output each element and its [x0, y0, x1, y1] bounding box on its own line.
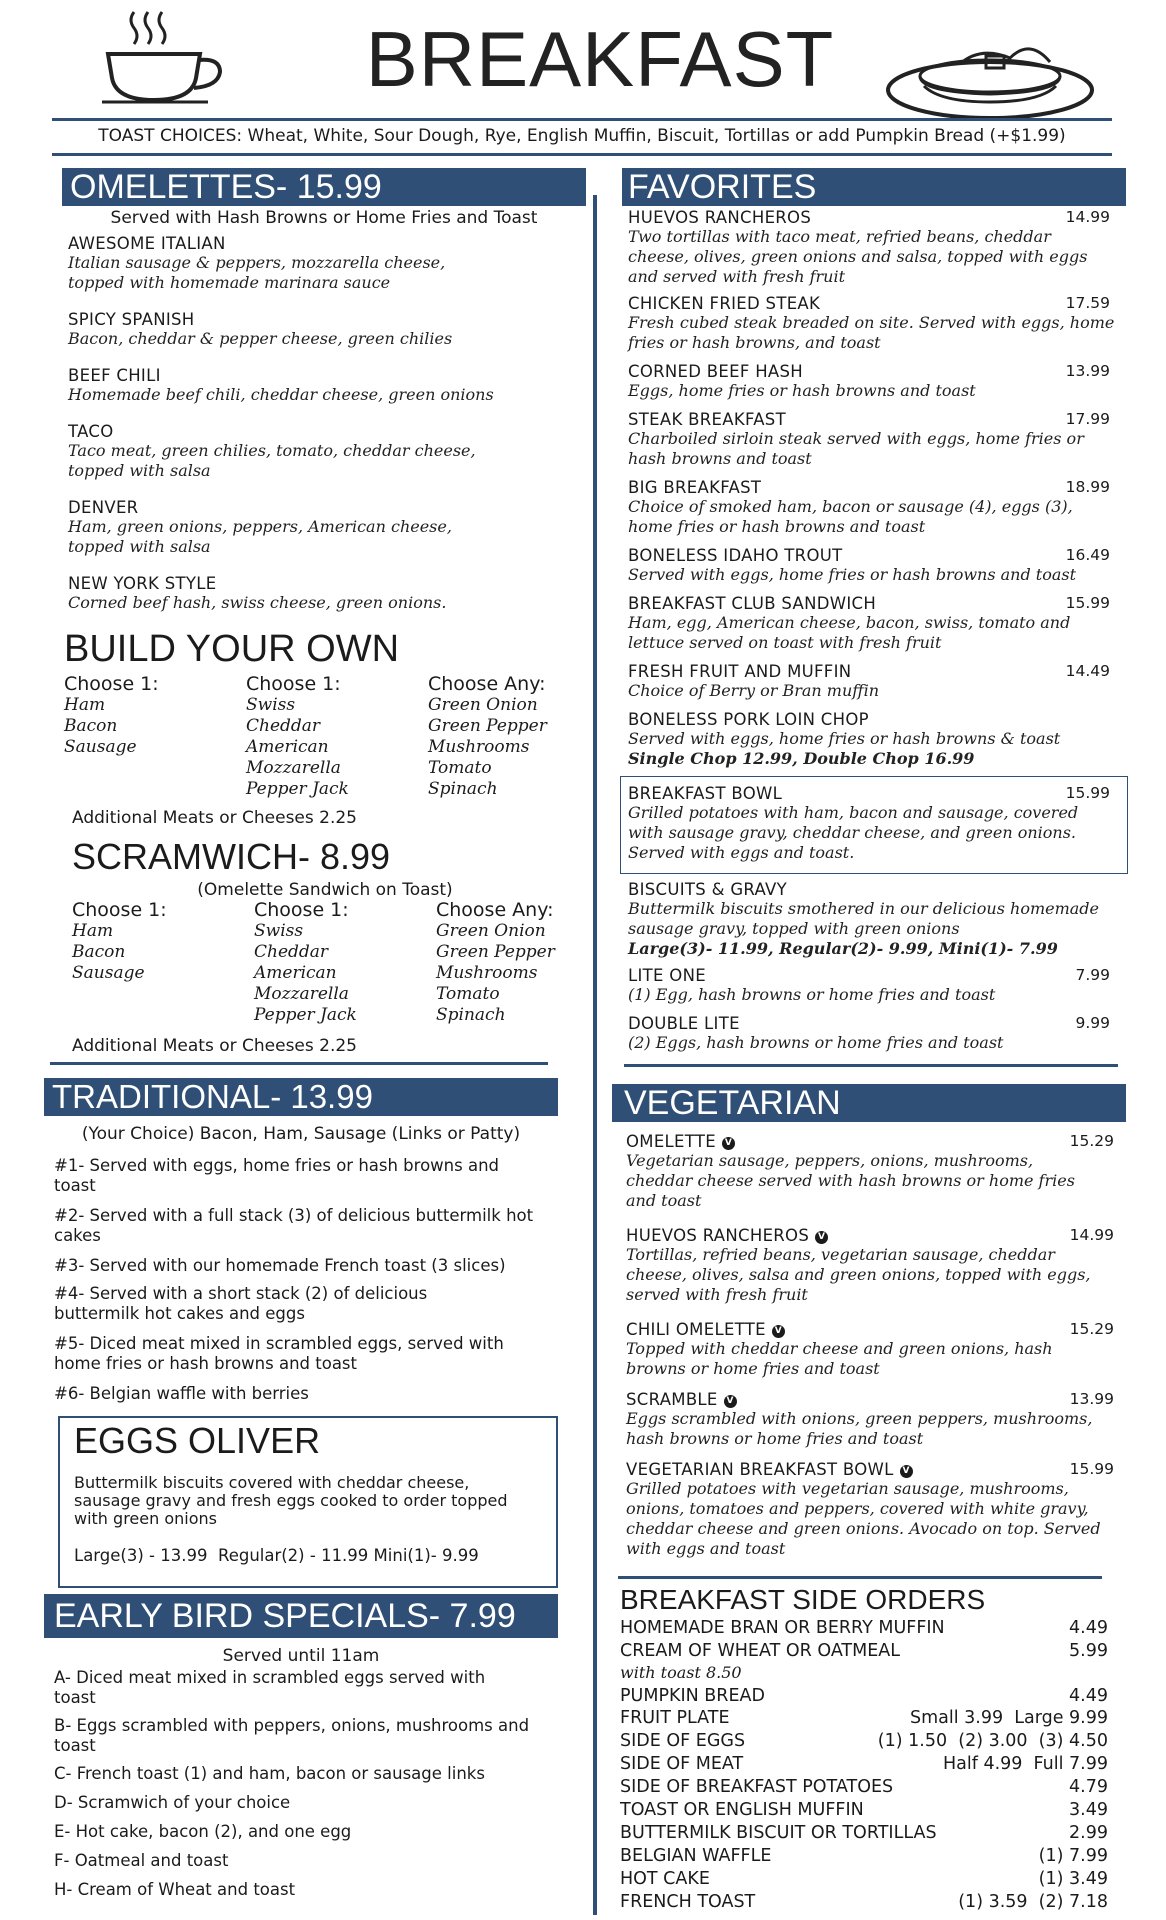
side-item — [620, 1846, 1108, 1868]
omelettes-header-bar — [62, 168, 586, 206]
vegetarian-price: 15.99 — [1069, 1460, 1114, 1478]
traditional-item: #2- Served with a full stack (3) of delicious buttermilk hot cakes — [54, 1206, 534, 1245]
vegetarian-name: SCRAMBLE — [626, 1390, 718, 1409]
vegetarian-badge-icon: V — [724, 1395, 737, 1408]
scramwich-col-heading: Choose 1: — [254, 899, 349, 921]
favorite-desc: Grilled potatoes with ham, bacon and sausage, covered with sausage gravy, cheddar cheese, and green onions. Served with eggs and toast. — [628, 803, 1079, 862]
build-col-veggies — [428, 674, 588, 800]
scramwich-col-heading: Choose Any: — [436, 899, 554, 921]
early-bird-title: EARLY BIRD SPECIALS- 7.99 — [54, 1597, 516, 1635]
favorite-price: 14.49 — [1065, 662, 1110, 680]
favorite-desc: Eggs, home fries or hash browns and toast — [628, 381, 976, 400]
side-price: (1) 3.59 (2) 7.18 — [958, 1892, 1108, 1912]
favorite-desc: Ham, egg, American cheese, bacon, swiss, tomato and lettuce served on toast with fresh fruit — [628, 613, 1071, 652]
vegetarian-price: 13.99 — [1069, 1390, 1114, 1408]
vegetarian-item — [626, 1132, 1116, 1211]
side-item — [620, 1800, 1108, 1822]
favorite-desc: (1) Egg, hash browns or home fries and toast — [628, 985, 996, 1004]
favorite-item — [628, 410, 1124, 469]
favorite-item — [628, 710, 1124, 769]
omelettes-subtitle: Served with Hash Browns or Home Fries and Toast — [110, 208, 538, 228]
omelette-desc: Ham, green onions, peppers, American cheese, topped with salsa — [68, 517, 452, 556]
early-bird-item: E- Hot cake, bacon (2), and one egg — [54, 1822, 352, 1841]
vegetarian-badge-icon: V — [772, 1325, 785, 1338]
vegetarian-item — [626, 1320, 1116, 1379]
side-price: 3.49 — [1069, 1800, 1108, 1820]
side-item — [620, 1641, 1108, 1663]
omelette-name: SPICY SPANISH — [68, 310, 195, 329]
favorites-rule — [624, 1064, 1118, 1067]
omelette-name: AWESOME ITALIAN — [68, 234, 226, 253]
vegetarian-name-row — [626, 1460, 1116, 1479]
favorite-name: BISCUITS & GRAVY — [628, 880, 788, 899]
side-price: 4.49 — [1069, 1618, 1108, 1638]
early-bird-header-bar — [44, 1594, 558, 1638]
favorite-item — [628, 478, 1124, 537]
vegetarian-item — [626, 1390, 1116, 1449]
vegetarian-item — [626, 1460, 1116, 1559]
favorite-item — [628, 784, 1124, 863]
side-item — [620, 1618, 1108, 1640]
omelette-name: BEEF CHILI — [68, 366, 161, 385]
side-name: BUTTERMILK BISCUIT OR TORTILLAS — [620, 1823, 937, 1843]
favorite-name: BIG BREAKFAST — [628, 478, 762, 497]
omelette-item — [68, 422, 568, 481]
omelette-item — [68, 574, 568, 613]
favorite-price: 13.99 — [1065, 362, 1110, 380]
build-col-items: Green Onion Green Pepper Mushrooms Tomato Spinach — [428, 695, 547, 799]
favorite-price: 16.49 — [1065, 546, 1110, 564]
favorites-header-bar — [622, 168, 1126, 206]
pancakes-icon — [880, 18, 1100, 128]
header-rule-top — [52, 118, 1112, 121]
scramwich-col-meats — [72, 900, 242, 984]
favorite-desc: Choice of Berry or Bran muffin — [628, 681, 880, 700]
favorite-item — [628, 362, 1124, 401]
vegetarian-desc: Topped with cheddar cheese and green onions, hash browns or home fries and toast — [626, 1339, 1053, 1378]
favorite-desc: Charboiled sirloin steak served with eggs, home fries or hash browns and toast — [628, 429, 1084, 468]
omelette-desc: Bacon, cheddar & pepper cheese, green chilies — [68, 329, 453, 348]
vegetarian-desc: Grilled potatoes with vegetarian sausage, mushrooms, onions, tomatoes and peppers, covered with white gravy, cheddar cheese and green onions. Avocado on top. Served with eggs and toast — [626, 1479, 1101, 1558]
eggs-oliver-box — [58, 1416, 558, 1588]
eggs-oliver-desc: Buttermilk biscuits covered with cheddar cheese, sausage gravy and fresh eggs cooked to order topped with green onions — [74, 1473, 508, 1528]
early-bird-item: H- Cream of Wheat and toast — [54, 1880, 296, 1899]
omelette-desc: Taco meat, green chilies, tomato, cheddar cheese, topped with salsa — [68, 441, 476, 480]
vegetarian-name: VEGETARIAN BREAKFAST BOWL — [626, 1460, 894, 1479]
omelette-item — [68, 366, 568, 405]
side-price: 4.49 — [1069, 1686, 1108, 1706]
side-price: (1) 3.49 — [1038, 1869, 1108, 1889]
vegetarian-name-row — [626, 1132, 1116, 1151]
vegetarian-badge-icon: V — [900, 1465, 913, 1478]
early-bird-item: C- French toast (1) and ham, bacon or sausage links — [54, 1764, 485, 1783]
build-col-heading: Choose 1: — [64, 673, 159, 695]
side-price: 5.99 — [1069, 1641, 1108, 1661]
scramwich-title: SCRAMWICH- 8.99 — [72, 836, 391, 877]
side-name: SIDE OF EGGS — [620, 1731, 746, 1751]
favorite-price: 15.99 — [1065, 784, 1110, 802]
side-price: Half 4.99 Full 7.99 — [942, 1754, 1108, 1774]
scramwich-col-items: Swiss Cheddar American Mozzarella Pepper Jack — [254, 921, 357, 1025]
build-col-items: Ham Bacon Sausage — [64, 695, 137, 757]
favorite-price: 14.99 — [1065, 208, 1110, 226]
favorite-item — [628, 208, 1124, 287]
favorite-name: CHICKEN FRIED STEAK — [628, 294, 821, 313]
side-item — [620, 1823, 1108, 1845]
favorite-item — [628, 294, 1124, 353]
side-name: HOT CAKE — [620, 1869, 710, 1889]
favorite-desc: (2) Eggs, hash browns or home fries and toast — [628, 1033, 1004, 1052]
column-divider — [593, 195, 597, 1915]
favorite-extra: Single Chop 12.99, Double Chop 16.99 — [628, 749, 975, 768]
favorite-price: 15.99 — [1065, 594, 1110, 612]
side-name: CREAM OF WHEAT OR OATMEAL — [620, 1641, 900, 1661]
side-price: 2.99 — [1069, 1823, 1108, 1843]
side-name: FRENCH TOAST — [620, 1892, 756, 1912]
vegetarian-header-bar — [612, 1084, 1126, 1122]
favorite-name: BREAKFAST CLUB SANDWICH — [628, 594, 877, 613]
vegetarian-price: 15.29 — [1069, 1132, 1114, 1150]
side-name: SIDE OF BREAKFAST POTATOES — [620, 1777, 894, 1797]
build-your-own-title: BUILD YOUR OWN — [64, 628, 400, 670]
favorite-name: DOUBLE LITE — [628, 1014, 740, 1033]
build-note: Additional Meats or Cheeses 2.25 — [72, 808, 357, 828]
favorite-price: 17.99 — [1065, 410, 1110, 428]
favorite-name: FRESH FRUIT AND MUFFIN — [628, 662, 852, 681]
side-item — [620, 1663, 1108, 1685]
early-bird-item: D- Scramwich of your choice — [54, 1793, 291, 1812]
omelettes-title: OMELETTES- 15.99 — [70, 168, 382, 206]
favorite-desc: Buttermilk biscuits smothered in our delicious homemade sausage gravy, topped with green onions — [628, 899, 1100, 938]
favorite-item — [628, 546, 1124, 585]
side-price: Small 3.99 Large 9.99 — [909, 1708, 1108, 1728]
favorite-desc: Choice of smoked ham, bacon or sausage (4), eggs (3), home fries or hash browns and toast — [628, 497, 1073, 536]
favorite-item — [628, 1014, 1124, 1053]
side-name: PUMPKIN BREAD — [620, 1686, 765, 1706]
favorite-name: BREAKFAST BOWL — [628, 784, 783, 803]
omelette-name: DENVER — [68, 498, 139, 517]
side-name: with toast 8.50 — [620, 1663, 742, 1682]
build-col-heading: Choose 1: — [246, 673, 341, 695]
favorite-name: BONELESS IDAHO TROUT — [628, 546, 843, 565]
favorite-extra: Large(3)- 11.99, Regular(2)- 9.99, Mini(1)- 7.99 — [628, 939, 1058, 958]
vegetarian-title: VEGETARIAN — [624, 1084, 841, 1122]
scramwich-rule — [50, 1062, 548, 1065]
favorite-price: 7.99 — [1075, 966, 1110, 984]
toast-choices: TOAST CHOICES: Wheat, White, Sour Dough, Rye, English Muffin, Biscuit, Tortillas or add Pumpkin Bread (+$1.99) — [98, 126, 1066, 146]
scramwich-col-items: Green Onion Green Pepper Mushrooms Tomato Spinach — [436, 921, 555, 1025]
favorite-name: HUEVOS RANCHEROS — [628, 208, 812, 227]
favorite-name: STEAK BREAKFAST — [628, 410, 786, 429]
favorite-price: 17.59 — [1065, 294, 1110, 312]
side-item — [620, 1708, 1108, 1730]
sides-rule — [618, 1576, 1102, 1579]
traditional-title: TRADITIONAL- 13.99 — [52, 1078, 373, 1115]
early-bird-item: F- Oatmeal and toast — [54, 1851, 229, 1870]
traditional-item: #3- Served with our homemade French toast (3 slices) — [54, 1256, 506, 1275]
scramwich-col-heading: Choose 1: — [72, 899, 167, 921]
omelette-desc: Italian sausage & peppers, mozzarella cheese, topped with homemade marinara sauce — [68, 253, 446, 292]
build-col-heading: Choose Any: — [428, 673, 546, 695]
scramwich-col-items: Ham Bacon Sausage — [72, 921, 145, 983]
vegetarian-name: OMELETTE — [626, 1132, 716, 1151]
side-item — [620, 1754, 1108, 1776]
side-name: TOAST OR ENGLISH MUFFIN — [620, 1800, 864, 1820]
vegetarian-desc: Vegetarian sausage, peppers, onions, mushrooms, cheddar cheese served with hash browns or home fries and toast — [626, 1151, 1075, 1210]
side-price: (1) 7.99 — [1038, 1846, 1108, 1866]
omelette-item — [68, 498, 568, 557]
vegetarian-name-row — [626, 1226, 1116, 1245]
vegetarian-price: 14.99 — [1069, 1226, 1114, 1244]
side-item — [620, 1869, 1108, 1891]
scramwich-col-veggies — [436, 900, 596, 1026]
favorite-name: BONELESS PORK LOIN CHOP — [628, 710, 869, 729]
side-price: (1) 1.50 (2) 3.00 (3) 4.50 — [877, 1731, 1108, 1751]
favorite-name: LITE ONE — [628, 966, 706, 985]
omelette-item — [68, 234, 568, 293]
vegetarian-name: CHILI OMELETTE — [626, 1320, 766, 1339]
side-name: FRUIT PLATE — [620, 1708, 730, 1728]
vegetarian-desc: Eggs scrambled with onions, green peppers, mushrooms, hash browns or home fries and toast — [626, 1409, 1093, 1448]
traditional-item: #1- Served with eggs, home fries or hash browns and toast — [54, 1156, 500, 1195]
favorite-item — [628, 880, 1124, 959]
scramwich-col-cheeses — [254, 900, 424, 1026]
omelette-name: TACO — [68, 422, 114, 441]
favorite-desc: Two tortillas with taco meat, refried beans, cheddar cheese, olives, green onions and salsa, topped with eggs and served with fresh fruit — [628, 227, 1088, 286]
vegetarian-badge-icon: V — [815, 1231, 828, 1244]
header-rule-bottom — [52, 153, 1112, 156]
scramwich-note: Additional Meats or Cheeses 2.25 — [72, 1036, 357, 1056]
side-item — [620, 1686, 1108, 1708]
favorite-price: 18.99 — [1065, 478, 1110, 496]
favorite-desc: Fresh cubed steak breaded on site. Served with eggs, home fries or hash browns, and toast — [628, 313, 1115, 352]
coffee-cup-icon — [100, 8, 230, 106]
vegetarian-item — [626, 1226, 1116, 1305]
eggs-oliver-title: EGGS OLIVER — [74, 1420, 321, 1461]
omelette-desc: Corned beef hash, swiss cheese, green onions. — [68, 593, 447, 612]
favorite-item — [628, 662, 1124, 701]
side-name: BELGIAN WAFFLE — [620, 1846, 772, 1866]
side-name: HOMEMADE BRAN OR BERRY MUFFIN — [620, 1618, 945, 1638]
early-bird-subtitle: Served until 11am — [222, 1646, 380, 1666]
favorite-desc: Served with eggs, home fries or hash browns & toast — [628, 729, 1061, 748]
omelette-item — [68, 310, 568, 349]
favorite-name: CORNED BEEF HASH — [628, 362, 803, 381]
sides-title: BREAKFAST SIDE ORDERS — [620, 1584, 986, 1615]
build-col-items: Swiss Cheddar American Mozzarella Pepper Jack — [246, 695, 349, 799]
favorites-title: FAVORITES — [628, 168, 817, 206]
omelette-desc: Homemade beef chili, cheddar cheese, green onions — [68, 385, 494, 404]
side-item — [620, 1731, 1108, 1753]
eggs-oliver-prices: Large(3) - 13.99 Regular(2) - 11.99 Mini(1)- 9.99 — [74, 1546, 479, 1565]
vegetarian-badge-icon: V — [722, 1137, 735, 1150]
vegetarian-price: 15.29 — [1069, 1320, 1114, 1338]
traditional-item: #4- Served with a short stack (2) of delicious buttermilk hot cakes and eggs — [54, 1284, 428, 1323]
vegetarian-name-row — [626, 1320, 1116, 1339]
traditional-item: #5- Diced meat mixed in scrambled eggs, served with home fries or hash browns and toast — [54, 1334, 504, 1373]
early-bird-item: A- Diced meat mixed in scrambled eggs served with toast — [54, 1668, 486, 1707]
side-name: SIDE OF MEAT — [620, 1754, 744, 1774]
traditional-header-bar — [44, 1078, 558, 1116]
favorite-item — [628, 966, 1124, 1005]
traditional-item: #6- Belgian waffle with berries — [54, 1384, 309, 1403]
vegetarian-desc: Tortillas, refried beans, vegetarian sausage, cheddar cheese, olives, salsa and green onions, topped with eggs, served with fresh fruit — [626, 1245, 1091, 1304]
early-bird-item: B- Eggs scrambled with peppers, onions, mushrooms and toast — [54, 1716, 530, 1755]
scramwich-subtitle: (Omelette Sandwich on Toast) — [197, 880, 453, 900]
vegetarian-name-row — [626, 1390, 1116, 1409]
omelette-name: NEW YORK STYLE — [68, 574, 217, 593]
favorite-desc: Served with eggs, home fries or hash browns and toast — [628, 565, 1077, 584]
build-col-cheeses — [246, 674, 416, 800]
side-item — [620, 1777, 1108, 1799]
traditional-subtitle: (Your Choice) Bacon, Ham, Sausage (Links or Patty) — [81, 1124, 521, 1144]
favorite-price: 9.99 — [1075, 1014, 1110, 1032]
side-item — [620, 1892, 1108, 1914]
vegetarian-name: HUEVOS RANCHEROS — [626, 1226, 810, 1245]
side-price: 4.79 — [1069, 1777, 1108, 1797]
favorite-item — [628, 594, 1124, 653]
page-title: BREAKFAST — [365, 15, 835, 103]
build-col-meats — [64, 674, 234, 758]
